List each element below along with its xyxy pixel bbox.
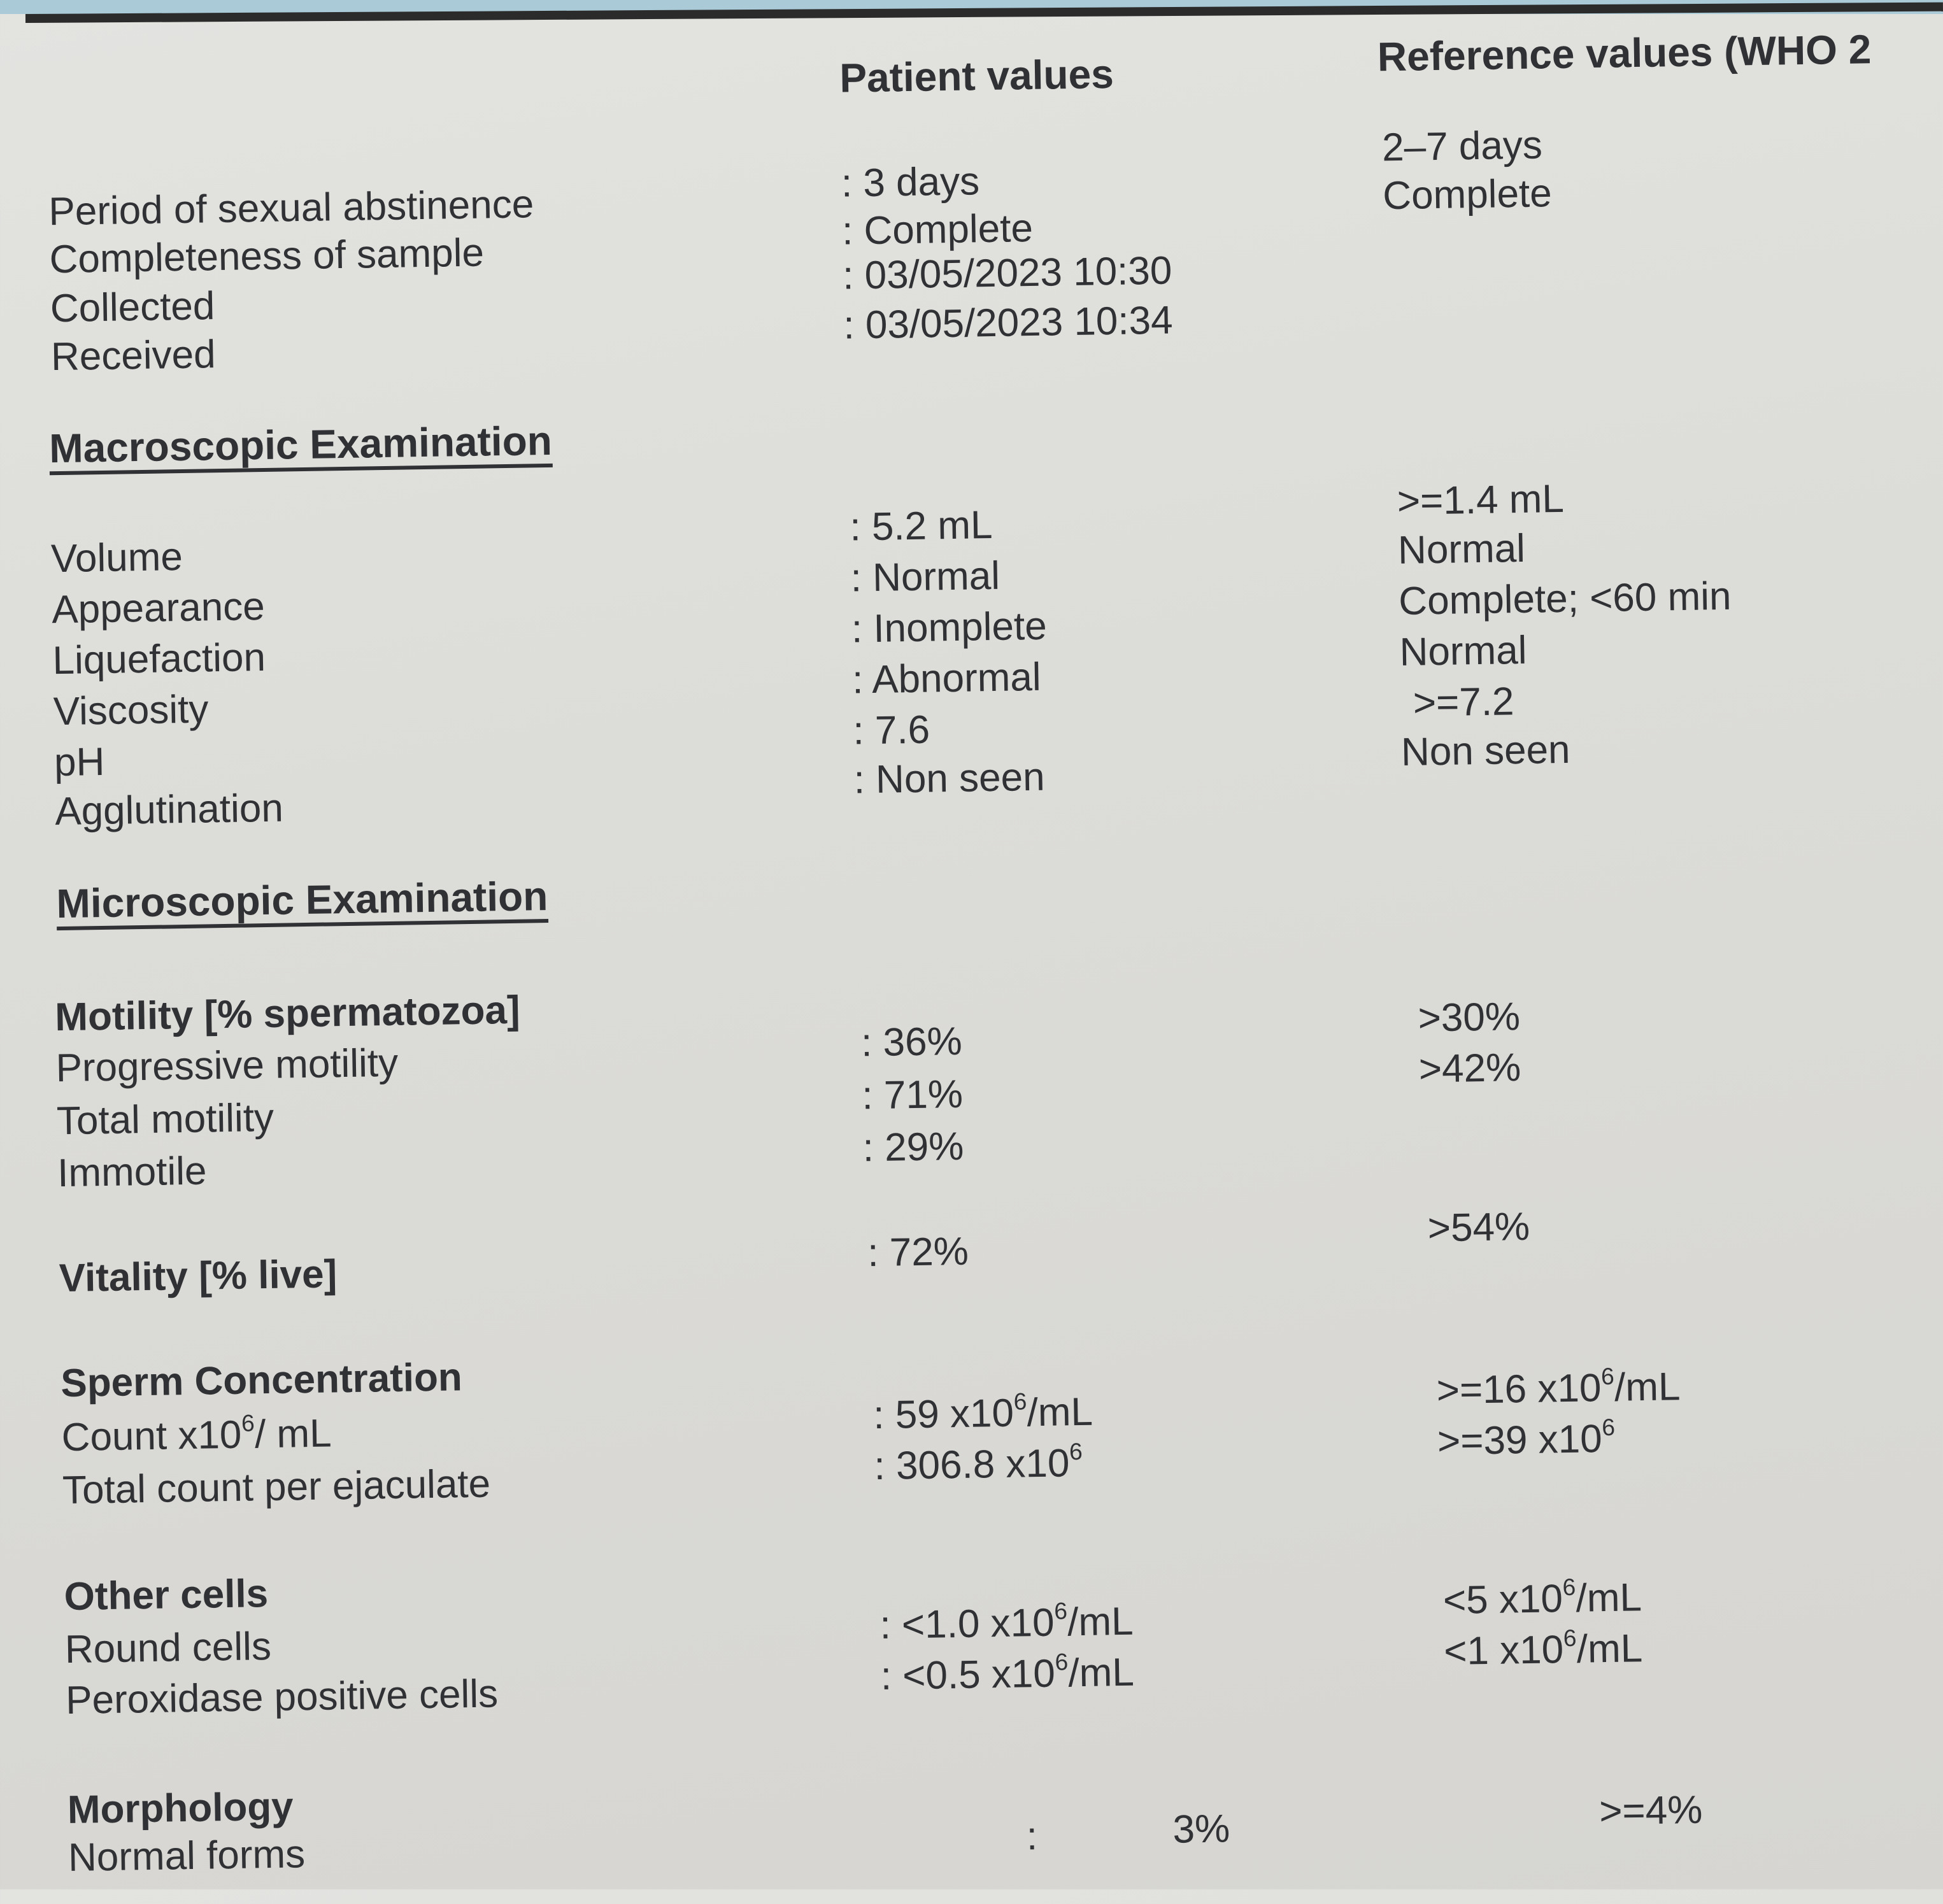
immotile-label: Immotile: [57, 1149, 207, 1196]
volume-patient: : 5.2 mL: [849, 503, 993, 550]
progressive-motility-label: Progressive motility: [55, 1041, 399, 1091]
vitality-patient: : 72%: [867, 1229, 969, 1275]
vitality-heading: Vitality [% live]: [59, 1252, 338, 1301]
peroxidase-label: Peroxidase positive cells: [65, 1672, 499, 1723]
received-patient: : 03/05/2023 10:34: [843, 298, 1174, 348]
normal-forms-colon: :: [1026, 1814, 1038, 1859]
volume-label: Volume: [50, 534, 183, 581]
round-cells-patient: : <1.0 $x10^6/mL$: [879, 1597, 1134, 1647]
viscosity-reference: Normal: [1399, 628, 1527, 674]
progressive-motility-patient: : 36%: [860, 1019, 963, 1065]
agglutination-reference: Non seen: [1400, 727, 1571, 774]
agglutination-label: Agglutination: [54, 786, 284, 834]
round-cells-label: Round cells: [64, 1624, 272, 1672]
total-count-reference: >=39 $x10^6$: [1437, 1413, 1616, 1464]
completeness-reference: Complete: [1382, 171, 1553, 218]
total-motility-label: Total motility: [56, 1095, 274, 1144]
vitality-reference: >54%: [1427, 1204, 1530, 1251]
concentration-heading: Sperm Concentration: [60, 1355, 463, 1406]
abstinence-patient: : 3 days: [841, 159, 980, 206]
peroxidase-patient: : <0.5 $x10^6/mL$: [880, 1648, 1135, 1698]
normal-forms-label: Normal forms: [68, 1832, 306, 1880]
total-motility-patient: : 71%: [861, 1072, 964, 1118]
count-label: Count $x10^6/$ mL: [61, 1409, 332, 1460]
ph-label: pH: [53, 739, 105, 785]
received-label: Received: [50, 332, 217, 380]
immotile-patient: : 29%: [862, 1124, 964, 1170]
abstinence-reference: 2–7 days: [1381, 123, 1543, 170]
normal-forms-patient: 3%: [1172, 1807, 1230, 1852]
appearance-label: Appearance: [51, 584, 266, 632]
total-count-label: Total count per ejaculate: [62, 1461, 491, 1513]
total-motility-reference: >42%: [1418, 1046, 1521, 1091]
collected-label: Collected: [50, 284, 215, 331]
count-patient: : 59 $x10^6/mL$: [872, 1388, 1093, 1438]
normal-forms-reference: >=4%: [1598, 1787, 1703, 1834]
liquefaction-patient: : Inomplete: [851, 604, 1048, 651]
liquefaction-label: Liquefaction: [52, 635, 266, 683]
total-count-patient: : 306.8 $x10^6$: [874, 1437, 1083, 1489]
viscosity-patient: : Abnormal: [851, 655, 1042, 702]
count-reference: >=16 $x10^6/mL$: [1436, 1362, 1681, 1413]
round-cells-reference: <5 $x10^6/mL$: [1442, 1573, 1642, 1623]
reference-values-header: Reference values (WHO 2: [1377, 26, 1872, 80]
volume-reference: >=1.4 mL: [1397, 476, 1565, 524]
appearance-reference: Normal: [1397, 526, 1526, 572]
liquefaction-reference: Complete; <60 min: [1398, 574, 1732, 623]
viscosity-label: Viscosity: [53, 687, 209, 734]
microscopic-title: Microscopic Examination: [56, 876, 548, 930]
completeness-patient: : Complete: [841, 206, 1034, 253]
appearance-patient: : Normal: [850, 553, 1000, 600]
progressive-motility-reference: >30%: [1418, 995, 1521, 1041]
ph-patient: : 7.6: [852, 707, 930, 753]
patient-values-header: Patient values: [839, 50, 1114, 101]
macroscopic-title: Macroscopic Examination: [49, 420, 553, 475]
other-cells-heading: Other cells: [64, 1572, 269, 1619]
peroxidase-reference: <1 $x10^6/mL$: [1443, 1624, 1643, 1674]
motility-heading: Motility [% spermatozoa]: [54, 988, 521, 1040]
abstinence-label: Period of sexual abstinence: [48, 182, 534, 234]
ph-reference: >=7.2: [1413, 679, 1515, 725]
agglutination-patient: : Non seen: [853, 755, 1046, 802]
morphology-heading: Morphology: [67, 1784, 294, 1833]
collected-patient: : 03/05/2023 10:30: [842, 248, 1172, 298]
completeness-label: Completeness of sample: [49, 231, 485, 282]
